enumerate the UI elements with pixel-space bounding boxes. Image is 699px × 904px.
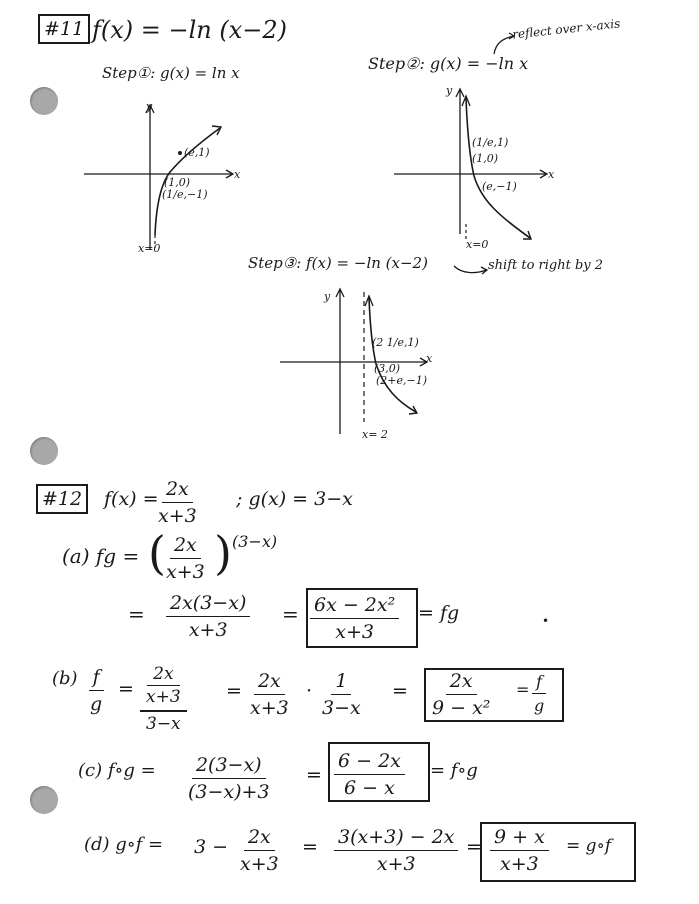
part-b-answer-den: 9 − x² [432, 697, 491, 719]
part-b-label: (b) [52, 668, 78, 689]
part-b-eq2: = [226, 680, 242, 702]
part-a-paren-den: x+3 [166, 561, 205, 583]
step-2-note-arrow [490, 28, 520, 58]
part-d-num: 2x [244, 826, 275, 851]
p12-fx-fraction [154, 478, 201, 527]
part-d-tail: = g∘f [566, 836, 612, 856]
part-b-eq3: = [392, 680, 408, 702]
part-d-three: 3 − [194, 836, 229, 858]
problem-11-function: f(x) = −ln (x−2) [92, 16, 288, 44]
step-3-label: Step③: f(x) = −ln (x−2) [248, 254, 428, 272]
part-b-m1-den: x+3 [250, 697, 289, 719]
part-c-answer-den: 6 − x [344, 777, 395, 799]
graph-3-point-a: (2 1/e,1) [372, 336, 419, 349]
problem-11-tag: #11 [38, 14, 90, 44]
problem-12-tag: #12 [36, 484, 88, 514]
part-a-factor: (3−x) [232, 532, 278, 551]
part-a-answer-fraction [310, 594, 399, 643]
graph-2-point-inv-e: (1/e,1) [472, 136, 509, 149]
graph-2-x-label: x [548, 168, 555, 181]
part-b-m1 [246, 670, 293, 719]
part-b-complex-fraction [140, 664, 187, 734]
part-c-num: 2(3−x) [192, 754, 266, 779]
graph-2-asymptote: x=0 [466, 238, 489, 251]
binder-hole-top [30, 87, 58, 115]
graph-3-y-label: y [324, 290, 331, 303]
graph-3-point-b: (3,0) [374, 362, 401, 375]
binder-hole-middle [30, 437, 58, 465]
part-d-mid-den: x+3 [376, 853, 416, 875]
part-b-answer-tail [530, 672, 548, 715]
graph-1-y-label: y [146, 100, 153, 113]
part-c-answer-fraction [334, 750, 405, 799]
part-d-eq2: = [466, 836, 482, 858]
part-c-label: (c) f∘g = [78, 760, 156, 781]
part-d-label: (d) g∘f = [84, 834, 164, 855]
graph-3-point-c: (2+e,−1) [376, 374, 428, 387]
part-c-fraction [184, 754, 274, 803]
part-b-answer-fraction [428, 670, 494, 719]
part-b-answer-num: 2x [446, 670, 477, 695]
part-b-m2-den: 3−x [322, 697, 361, 719]
part-b-m1-num: 2x [254, 670, 285, 695]
part-b-dot: · [306, 680, 313, 702]
part-b-answer-eq: = [516, 680, 530, 699]
part-d-mid-fraction [334, 826, 458, 875]
part-d-eq: = [302, 836, 318, 858]
part-a-step-fraction [166, 592, 250, 641]
part-d-den: x+3 [240, 853, 279, 875]
part-b-m2 [318, 670, 365, 719]
part-b-answer-tail-f: f [532, 672, 546, 694]
part-b-f: f [89, 666, 104, 691]
graph-1-x-label: x [234, 168, 241, 181]
part-a-answer-tail: = fg [418, 602, 460, 624]
p12-fx-denominator: x+3 [158, 505, 197, 527]
part-a-open-paren: ( [148, 526, 166, 580]
part-a-label: (a) fg = [62, 544, 140, 568]
part-c-answer-num: 6 − 2x [334, 750, 405, 775]
part-c-den: (3−x)+3 [188, 781, 270, 803]
part-d-mid-num: 3(x+3) − 2x [334, 826, 458, 851]
p12-fx-label: f(x) = [104, 488, 159, 510]
part-b-big-den: 3−x [146, 714, 181, 734]
part-d-answer-den: x+3 [500, 853, 539, 875]
part-d-answer-fraction [490, 826, 549, 875]
step-2-note: reflect over x-axis [511, 16, 621, 42]
graph-neg-ln-x [390, 84, 560, 250]
part-a-answer-den: x+3 [335, 621, 374, 643]
graph-1-point-e: (e,1) [184, 146, 210, 159]
part-a-eq2: = [282, 602, 299, 626]
binder-hole-bottom [30, 786, 58, 814]
part-b-answer-tail-g: g [534, 696, 545, 715]
step-3-note-arrow [452, 262, 492, 278]
graph-2-y-label: y [446, 84, 453, 97]
part-b-m2-num: 1 [331, 670, 351, 695]
graph-1-point-1: (1,0) [164, 176, 191, 189]
graph-3-x-label: x [426, 352, 433, 365]
part-a-step-den: x+3 [188, 619, 228, 641]
part-d-answer-num: 9 + x [490, 826, 549, 851]
part-b-f-over-g [86, 666, 106, 715]
part-b-big-num: 2x [147, 664, 179, 686]
graph-ln-x [80, 100, 250, 260]
part-a-paren-fraction [162, 534, 209, 583]
part-a-paren-num: 2x [170, 534, 201, 559]
part-a-close-paren: ) [214, 526, 232, 580]
step-1-label: Step①: g(x) = ln x [102, 64, 240, 82]
part-d-fraction [236, 826, 283, 875]
p12-fx-numerator: 2x [162, 478, 193, 503]
stray-dot: • [542, 614, 550, 628]
part-b-eq1: = [118, 678, 134, 700]
part-c-eq: = [306, 764, 322, 786]
graph-1-asymptote: x=0 [138, 242, 161, 255]
graph-1-point-inv-e: (1/e,−1) [162, 188, 208, 201]
step-3-note: shift to right by 2 [488, 258, 604, 273]
graph-3-asymptote: x= 2 [362, 428, 388, 441]
part-b-g: g [90, 693, 103, 715]
part-b-big-mid: x+3 [140, 686, 187, 712]
part-c-tail: = f∘g [430, 760, 478, 781]
part-a-step-num: 2x(3−x) [166, 592, 250, 617]
graph-2-point-1: (1,0) [472, 152, 499, 165]
part-a-eq: = [128, 602, 145, 626]
graph-neg-ln-x-minus-2 [276, 284, 446, 444]
step-2-label: Step②: g(x) = −ln x [368, 54, 529, 73]
graph-2-point-e: (e,−1) [482, 180, 517, 193]
part-a-answer-num: 6x − 2x² [310, 594, 399, 619]
p12-gx: ; g(x) = 3−x [236, 488, 353, 510]
